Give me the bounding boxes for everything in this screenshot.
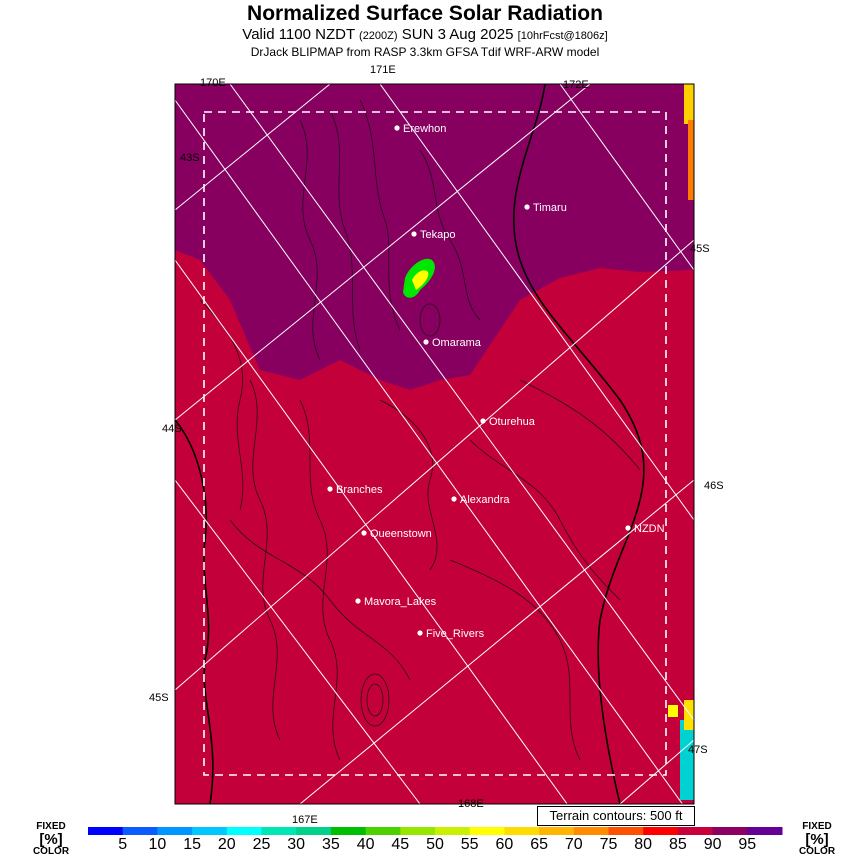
town-dot — [361, 530, 366, 535]
legend-color-swatch — [504, 827, 539, 835]
town-dot — [417, 630, 422, 635]
town-label[interactable]: Oturehua — [489, 416, 535, 428]
color-legend-bar — [88, 827, 783, 835]
color-label-left: COLOR — [32, 846, 70, 857]
town-label[interactable]: Alexandra — [460, 494, 510, 506]
lon-171e-label: 171E — [370, 64, 396, 76]
lat-45s-label: 45S — [149, 692, 169, 704]
legend-tick-label: 20 — [217, 836, 236, 853]
unit-label-right: [%] — [805, 831, 829, 848]
legend-color-swatch — [192, 827, 227, 835]
town-dot — [411, 231, 416, 236]
color-label-right: COLOR — [798, 846, 836, 857]
legend-color-swatch — [678, 827, 713, 835]
legend-color-swatch — [262, 827, 297, 835]
legend-tick-label: 65 — [530, 836, 548, 853]
legend-tick-label: 15 — [183, 836, 201, 853]
legend-tick-label: 10 — [148, 836, 167, 853]
solar-radiation-field — [175, 84, 694, 860]
fixed-label-left: FIXED — [36, 821, 66, 832]
legend-tick-label: 85 — [668, 836, 687, 853]
forecast-tag: [10hrFcst@1806z] — [517, 30, 608, 42]
lon-167e-label: 167E — [292, 814, 318, 826]
legend-tick-label: 75 — [599, 836, 618, 853]
lat-47s-label: 47S — [688, 744, 708, 756]
legend-tick-label: 50 — [426, 836, 444, 853]
legend-tick-label: 95 — [738, 836, 757, 853]
legend-color-swatch — [609, 827, 644, 835]
legend-color-swatch — [435, 827, 470, 835]
legend-color-swatch — [574, 827, 609, 835]
legend-color-swatch — [643, 827, 678, 835]
legend-color-swatch — [713, 827, 748, 835]
legend-color-swatch — [296, 827, 331, 835]
legend-tick-label: 25 — [252, 836, 271, 853]
town-label[interactable]: Branches — [336, 484, 383, 496]
fixed-label-right: FIXED — [802, 821, 832, 832]
legend-tick-label: 55 — [460, 836, 479, 853]
legend-fixed-right — [794, 822, 840, 857]
legend-color-swatch — [539, 827, 574, 835]
valid-date: SUN 3 Aug 2025 — [401, 26, 514, 43]
lon-168e-label: 168E — [458, 798, 484, 810]
valid-utc: (2200Z) — [359, 30, 398, 42]
legend-tick-label: 35 — [321, 836, 340, 853]
town-label[interactable]: Five_Rivers — [426, 628, 485, 640]
legend-color-swatch — [470, 827, 505, 835]
town-label[interactable]: NZDN — [634, 523, 665, 535]
lon-170e-label: 170E — [200, 77, 226, 89]
town-dot — [394, 125, 399, 130]
town-dot — [355, 598, 360, 603]
legend-tick-label: 60 — [495, 836, 514, 853]
map-title: Normalized Surface Solar Radiation — [247, 2, 603, 25]
legend-tick-label: 40 — [356, 836, 375, 853]
town-label[interactable]: Timaru — [533, 202, 567, 214]
town-dot — [423, 339, 428, 344]
legend-tick-label: 45 — [391, 836, 410, 853]
town-dot — [480, 418, 485, 423]
town-dot — [524, 204, 529, 209]
lat-46s-label: 46S — [704, 480, 724, 492]
legend-fixed-left — [28, 822, 74, 857]
legend-color-swatch — [157, 827, 192, 835]
lat-45s-right-label: 45S — [690, 243, 710, 255]
town-label[interactable]: Mavora_Lakes — [364, 596, 437, 608]
legend-tick-label: 70 — [564, 836, 583, 853]
legend-tick-label: 80 — [634, 836, 653, 853]
town-label[interactable]: Omarama — [432, 337, 481, 349]
lat-44s-label: 44S — [162, 423, 182, 435]
town-label[interactable]: Tekapo — [420, 229, 456, 241]
legend-color-swatch — [747, 827, 782, 835]
town-label[interactable]: Queenstown — [370, 528, 432, 540]
legend-tick-label: 5 — [118, 836, 128, 853]
legend-color-swatch — [366, 827, 401, 835]
town-dot — [327, 486, 332, 491]
legend-color-swatch — [123, 827, 158, 835]
town-label[interactable]: Erewhon — [403, 123, 447, 135]
legend-color-swatch — [331, 827, 366, 835]
model-description: DrJack BLIPMAP from RASP 3.3km GFSA Tdif WRF-ARW model — [250, 45, 600, 59]
legend-color-swatch — [227, 827, 262, 835]
legend-color-swatch — [400, 827, 435, 835]
terrain-contour-note: Terrain contours: 500 ft — [537, 806, 695, 826]
town-dot — [625, 525, 630, 530]
legend-tick-label: 30 — [287, 836, 306, 853]
lon-172e-label: 172E — [563, 79, 589, 91]
town-dot — [451, 496, 456, 501]
unit-label-left: [%] — [39, 831, 63, 848]
legend-color-swatch — [88, 827, 123, 835]
legend-tick-label: 90 — [703, 836, 722, 853]
lat-43s-label: 43S — [180, 152, 200, 164]
valid-main: Valid 1100 NZDT — [242, 26, 355, 43]
